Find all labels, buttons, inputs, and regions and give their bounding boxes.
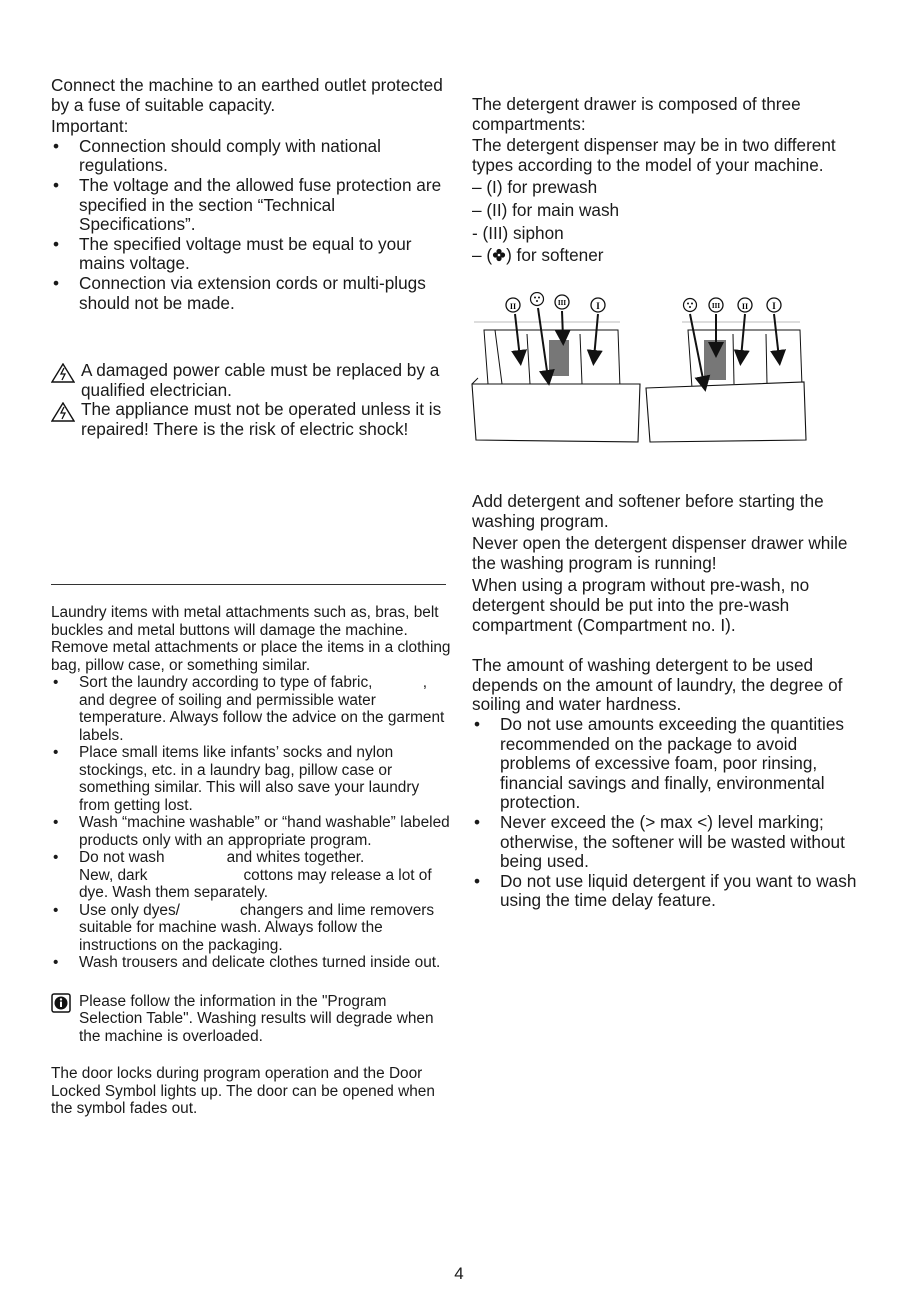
compartment-i: – (I) for prewash bbox=[472, 177, 598, 198]
softener-flower-icon bbox=[492, 248, 506, 262]
list-item: • Do not use amounts exceeding the quantities recommended on the package to avoid problems of excessive foam, poor rinsing, financial savings and finally, environmental protection. bbox=[472, 715, 872, 813]
dispenser-diagram bbox=[470, 292, 810, 444]
compartment-ii: – (II) for main wash bbox=[472, 199, 620, 220]
connection-bullets bbox=[51, 137, 451, 313]
drawer-type-b bbox=[646, 298, 806, 442]
laundry-bullets bbox=[51, 674, 453, 972]
laundry-intro: Laundry items with metal attachments such as, bras, belt buckles and metal buttons will damage the machine. Remove metal attachments or place the items in a clothing bag, pillow case, or something similar. bbox=[51, 604, 451, 674]
amount-intro: The amount of washing detergent to be used depends on the amount of laundry, the degree of soiling and water hardness. bbox=[472, 655, 843, 715]
add-detergent: Add detergent and softener before starting the washing program. bbox=[472, 491, 824, 531]
drawer-intro: The detergent drawer is composed of three compartments: bbox=[472, 94, 801, 134]
list-item: • Do not use liquid detergent if you want to wash using the time delay feature. bbox=[472, 872, 872, 911]
warning-operation bbox=[51, 400, 451, 439]
warning-triangle-icon bbox=[51, 402, 75, 422]
list-item: • Sort the laundry according to type of fabric, , and degree of soiling and permissible water temperature. Always follow the advice on the garment labels. bbox=[51, 674, 453, 744]
warning-triangle-icon bbox=[51, 363, 75, 383]
list-item: • Do not wash and whites together. New, dark cottons may release a lot of dye. Wash them separately. bbox=[51, 849, 453, 902]
never-open: Never open the detergent dispenser drawer while the washing program is running! bbox=[472, 533, 848, 573]
important-label: Important: bbox=[51, 116, 129, 137]
laundry-section bbox=[51, 604, 453, 1118]
list-item: • Connection via extension cords or multi-plugs should not be made. bbox=[51, 274, 451, 313]
door-note: The door locks during program operation and the Door Locked Symbol lights up. The door can be opened when the symbol fades out. bbox=[51, 1065, 435, 1117]
label-iii: III bbox=[557, 299, 567, 307]
list-item: • Never exceed the (> max <) level marking; otherwise, the softener will be wasted without being used. bbox=[472, 813, 872, 872]
list-item: • Wash trousers and delicate clothes turned inside out. bbox=[51, 954, 453, 972]
compartment-softener: – ( ) for softener bbox=[472, 245, 604, 266]
left-column bbox=[51, 76, 451, 440]
label-iii: III bbox=[711, 302, 721, 310]
amount-bullets bbox=[472, 715, 872, 911]
right-column bbox=[472, 95, 872, 266]
label-i: I bbox=[772, 301, 776, 311]
list-item: • Use only dyes/ changers and lime removers suitable for machine wash. Always follow the instructions on the packaging. bbox=[51, 902, 453, 955]
list-item: • The specified voltage must be equal to your mains voltage. bbox=[51, 235, 451, 274]
list-item: • Wash “machine washable” or “hand washable” labeled products only with an appropriate program. bbox=[51, 814, 453, 849]
dispenser-types: The detergent dispenser may be in two different types according to the model of your machine. bbox=[472, 135, 836, 175]
warning-text: The appliance must not be operated unless it is repaired! There is the risk of electric shock! bbox=[81, 399, 442, 439]
label-ii: II bbox=[741, 302, 749, 311]
label-ii: II bbox=[509, 302, 517, 311]
list-item: • Connection should comply with national regulations. bbox=[51, 137, 451, 176]
warning-text: A damaged power cable must be replaced by a qualified electrician. bbox=[81, 360, 440, 400]
connect-intro: Connect the machine to an earthed outlet protected by a fuse of suitable capacity. bbox=[51, 75, 443, 115]
label-i: I bbox=[596, 301, 600, 311]
no-prewash: When using a program without pre-wash, no detergent should be put into the pre-wash compartment (Compartment no. I). bbox=[472, 575, 810, 635]
info-icon bbox=[51, 993, 71, 1013]
drawer-type-a bbox=[472, 293, 640, 443]
right-lower-section bbox=[472, 492, 872, 911]
compartment-iii: - (III) siphon bbox=[472, 222, 564, 243]
info-note-text: Please follow the information in the "Program Selection Table". Washing results will degrade when the machine is overloaded. bbox=[79, 992, 434, 1045]
info-note bbox=[51, 993, 453, 1046]
section-divider bbox=[51, 584, 446, 585]
list-item: • The voltage and the allowed fuse protection are specified in the section “Technical Specifications”. bbox=[51, 176, 451, 235]
page-number: 4 bbox=[454, 1264, 464, 1283]
warning-power-cable bbox=[51, 361, 451, 400]
list-item: • Place small items like infants’ socks and nylon stockings, etc. in a laundry bag, pillow case or something similar. This will also save your laundry from getting lost. bbox=[51, 744, 453, 814]
